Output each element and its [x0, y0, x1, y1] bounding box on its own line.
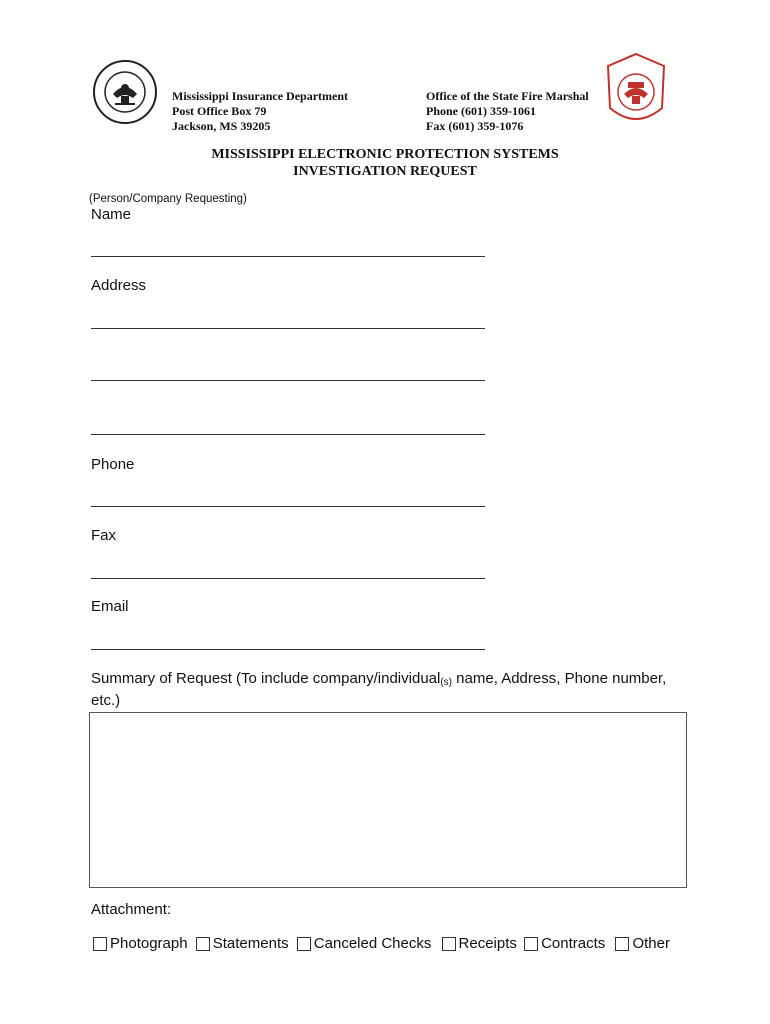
canceled-checks-checkbox[interactable]: [297, 937, 311, 951]
department-name: Mississippi Insurance Department: [172, 89, 349, 103]
phone-label: Phone: [91, 456, 135, 473]
department-po-box: Post Office Box 79: [172, 104, 267, 118]
contracts-label: Contracts: [541, 935, 606, 952]
fax-label: Fax: [91, 527, 117, 544]
attachment-label: Attachment:: [91, 901, 172, 918]
attachment-option-photograph[interactable]: [93, 935, 188, 952]
photograph-checkbox[interactable]: [93, 937, 107, 951]
form-title: [0, 146, 770, 180]
state-seal-logo: [93, 60, 157, 124]
other-checkbox[interactable]: [615, 937, 629, 951]
fire-marshal-badge-logo: [602, 52, 670, 130]
attachment-options: [93, 935, 670, 955]
name-label: Name: [91, 206, 132, 223]
form-title-line2: INVESTIGATION REQUEST: [293, 164, 477, 179]
attachment-option-statements[interactable]: [196, 935, 289, 952]
fire-marshal-phone: Phone (601) 359-1061: [426, 104, 536, 118]
receipts-label: Receipts: [458, 935, 517, 952]
attachment-option-canceled-checks[interactable]: [297, 935, 432, 952]
department-city: Jackson, MS 39205: [172, 119, 271, 133]
attachment-option-contracts[interactable]: [524, 935, 605, 952]
statements-label: Statements: [212, 935, 289, 952]
address-field-line-1[interactable]: [91, 328, 485, 329]
statements-checkbox[interactable]: [196, 937, 210, 951]
summary-label: [91, 670, 666, 710]
email-field-line[interactable]: [91, 649, 485, 650]
department-address-block: [172, 89, 348, 134]
phone-field-line[interactable]: [91, 506, 485, 507]
email-label: Email: [91, 598, 129, 615]
canceled-checks-label: Canceled Checks: [313, 935, 432, 952]
attachment-option-receipts[interactable]: [442, 935, 517, 952]
fire-marshal-fax: Fax (601) 359-1076: [426, 119, 524, 133]
summary-label-subscript: (s): [440, 677, 453, 688]
attachment-option-other[interactable]: [615, 935, 670, 952]
contracts-checkbox[interactable]: [524, 937, 538, 951]
name-field-line[interactable]: [91, 256, 485, 257]
fire-marshal-office: Office of the State Fire Marshal: [426, 89, 589, 103]
summary-label-line2: etc.): [91, 692, 121, 709]
fax-field-line[interactable]: [91, 578, 485, 579]
summary-textbox[interactable]: [89, 712, 687, 888]
address-field-line-3[interactable]: [91, 434, 485, 435]
photograph-label: Photograph: [110, 935, 188, 952]
address-label: Address: [91, 277, 147, 294]
summary-label-part2: name, Address, Phone number,: [452, 670, 667, 687]
receipts-checkbox[interactable]: [442, 937, 456, 951]
summary-label-part1: Summary of Request (To include company/individual: [91, 670, 441, 687]
requester-note: (Person/Company Requesting): [89, 193, 247, 205]
fire-marshal-contact-block: [426, 89, 589, 134]
form-title-line1: MISSISSIPPI ELECTRONIC PROTECTION SYSTEMS: [211, 147, 559, 162]
address-field-line-2[interactable]: [91, 380, 485, 381]
other-label: Other: [632, 935, 670, 952]
